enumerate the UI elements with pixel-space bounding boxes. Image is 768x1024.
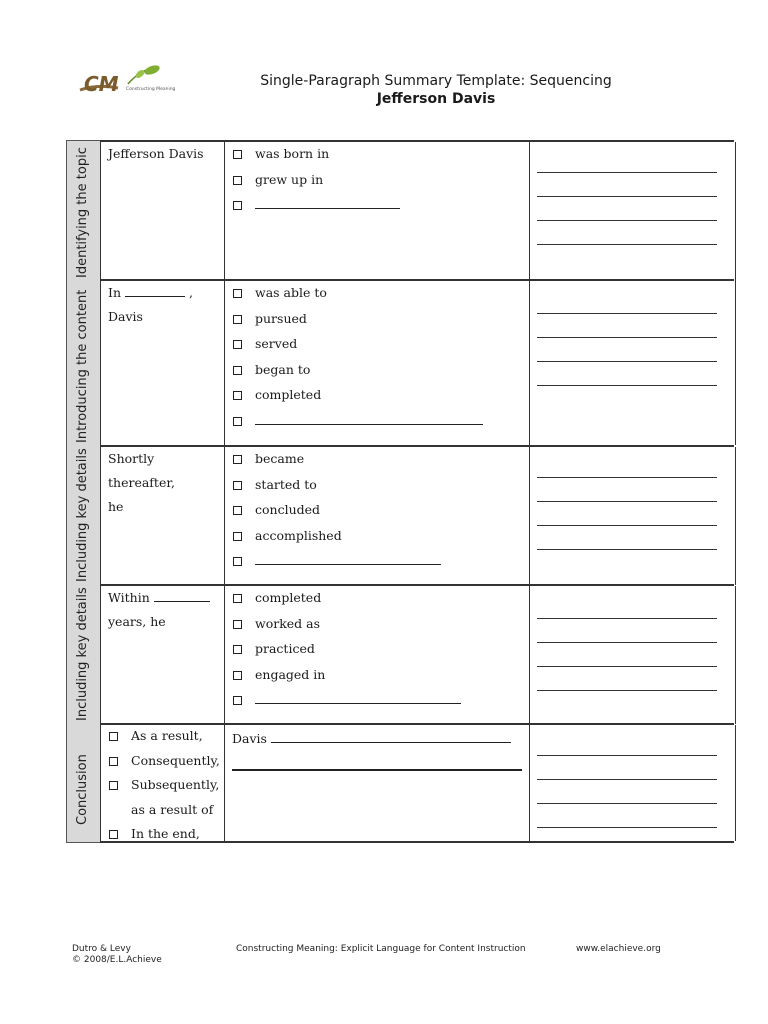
- answer-line[interactable]: [537, 690, 717, 691]
- footer-website[interactable]: www.elachieve.org: [576, 944, 661, 954]
- answer-line[interactable]: [537, 642, 717, 643]
- answer-line[interactable]: [537, 618, 717, 619]
- table-row: [100, 584, 734, 724]
- option-checkbox[interactable]: served: [233, 334, 483, 360]
- answer-line[interactable]: [232, 769, 522, 771]
- sidebar-label-2: Introducing the content: [75, 289, 90, 443]
- table-row: [100, 445, 734, 585]
- option-checkbox[interactable]: grew up in: [233, 170, 400, 196]
- sidebar-label-3: Including key details: [75, 448, 90, 582]
- answer-line[interactable]: [537, 525, 717, 526]
- table-row: [100, 723, 734, 843]
- option-checkbox[interactable]: [233, 411, 483, 437]
- option-checkbox[interactable]: practiced: [233, 639, 461, 665]
- answer-line[interactable]: [537, 779, 717, 780]
- option-checkbox[interactable]: started to: [233, 475, 441, 501]
- option-checkbox[interactable]: completed: [233, 588, 461, 614]
- answer-line[interactable]: [537, 501, 717, 502]
- answer-line[interactable]: [537, 755, 717, 756]
- answer-line[interactable]: [537, 803, 717, 804]
- option-checkbox[interactable]: became: [233, 449, 441, 475]
- row-lead: In , Davis: [108, 285, 193, 324]
- option-checkbox[interactable]: worked as: [233, 614, 461, 640]
- constructing-meaning-logo: [78, 64, 176, 98]
- logo-subtitle: Constructing Meaning: [126, 87, 176, 92]
- answer-line[interactable]: [537, 244, 717, 245]
- answer-line[interactable]: [537, 172, 717, 173]
- option-checkbox[interactable]: began to: [233, 360, 483, 386]
- table-row: [100, 279, 734, 445]
- answer-line[interactable]: [537, 477, 717, 478]
- option-checkbox[interactable]: Consequently,: [109, 751, 220, 776]
- option-checkbox[interactable]: As a result,: [109, 726, 220, 751]
- option-checkbox[interactable]: Subsequently,: [109, 775, 220, 800]
- option-checkbox[interactable]: was able to: [233, 283, 483, 309]
- option-checkbox[interactable]: engaged in: [233, 665, 461, 691]
- option-label: as a result of: [131, 801, 214, 817]
- row-lead: Within years, he: [108, 586, 220, 634]
- option-checkbox[interactable]: In the end,: [109, 824, 220, 849]
- option-checkbox[interactable]: [233, 195, 400, 221]
- answer-line[interactable]: [537, 827, 717, 828]
- row-lead: Shortly thereafter, he: [108, 451, 175, 514]
- subtitle-text: Jefferson Davis: [376, 91, 496, 107]
- option-checkbox[interactable]: concluded: [233, 500, 441, 526]
- option-checkbox[interactable]: [233, 551, 441, 577]
- answer-line[interactable]: [537, 220, 717, 221]
- conclusion-lead: Davis: [232, 727, 522, 751]
- answer-line[interactable]: [537, 361, 717, 362]
- answer-line[interactable]: [537, 385, 717, 386]
- answer-line[interactable]: [537, 196, 717, 197]
- answer-line[interactable]: [537, 549, 717, 550]
- sidebar-label-1: Identifying the topic: [75, 147, 90, 278]
- sidebar-label-4: Including key details: [75, 587, 90, 721]
- option-checkbox[interactable]: pursued: [233, 309, 483, 335]
- answer-line[interactable]: [537, 313, 717, 314]
- page-title: [236, 72, 636, 108]
- option-checkbox[interactable]: [233, 690, 461, 716]
- option-checkbox[interactable]: accomplished: [233, 526, 441, 552]
- option-checkbox[interactable]: was born in: [233, 144, 400, 170]
- logo-text: CM: [84, 72, 119, 96]
- sidebar-label-5: Conclusion: [75, 754, 90, 825]
- row-lead: Jefferson Davis: [108, 146, 204, 161]
- footer-book-title: Constructing Meaning: Explicit Language for Content Instruction: [236, 944, 526, 954]
- table-row: [100, 140, 734, 281]
- answer-line[interactable]: [537, 666, 717, 667]
- footer-authors: Dutro & Levy © 2008/E.L.Achieve: [72, 944, 162, 965]
- option-checkbox[interactable]: completed: [233, 385, 483, 411]
- title-text: Single-Paragraph Summary Template: Sequencing: [260, 73, 612, 89]
- answer-line[interactable]: [537, 337, 717, 338]
